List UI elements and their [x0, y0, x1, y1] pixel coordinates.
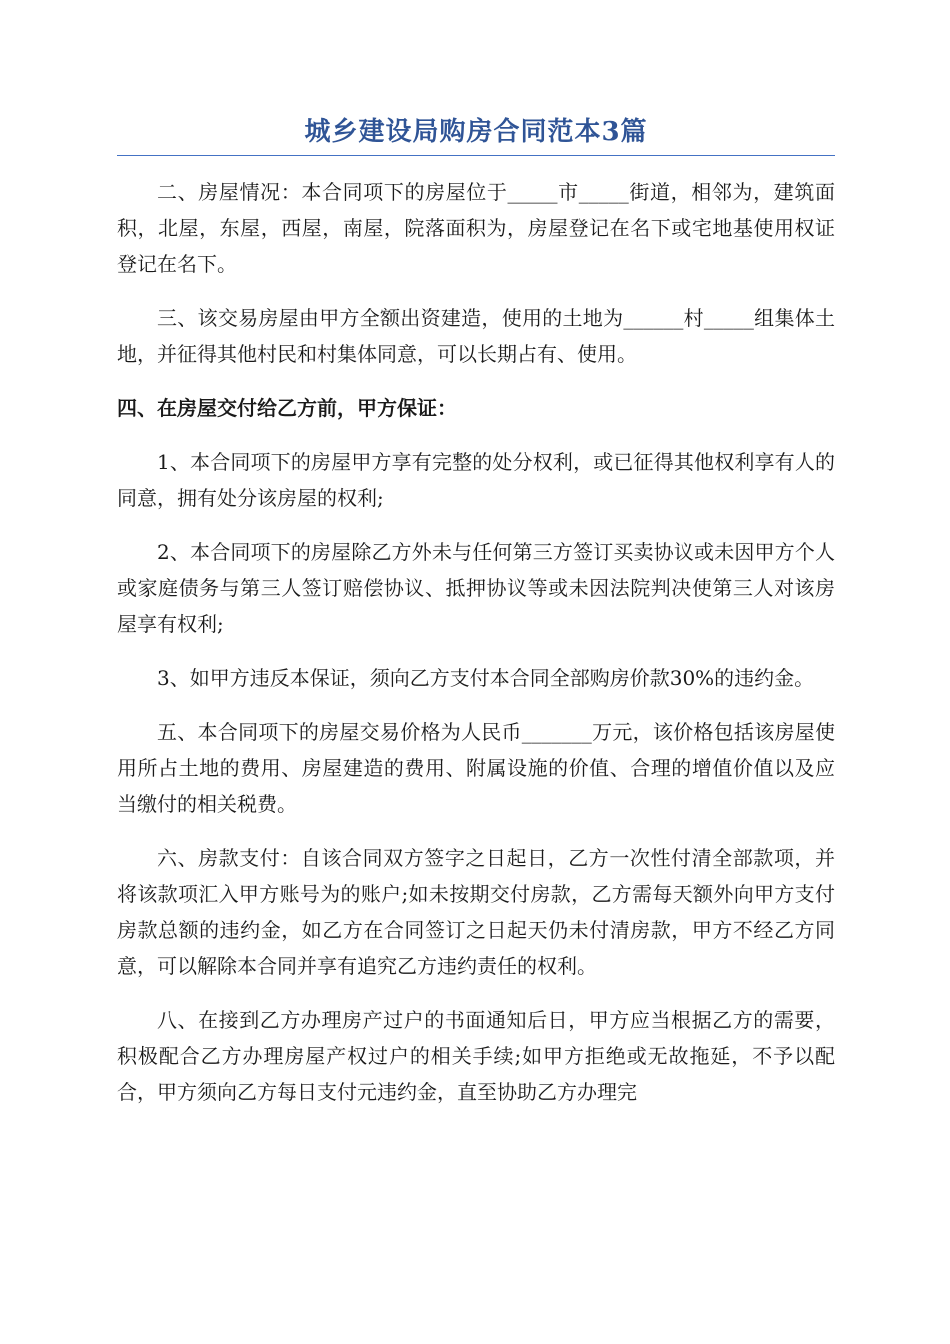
paragraph-price: 五、本合同项下的房屋交易价格为人民币_______万元，该价格包括该房屋使用所占土地的费用、房屋建造的费用、附属设施的价值、合理的增值价值以及应当缴付的相关税费。 — [117, 720, 835, 816]
page-title: 城乡建设局购房合同范本3篇 — [304, 117, 648, 147]
paragraph-payment: 六、房款支付：自该合同双方签字之日起日，乙方一次性付清全部款项，并将该款项汇入甲方账号为的账户;如未按期交付房款，乙方需每天额外向甲方支付房款总额的违约金，如乙方在合同签订之日起天仍未付清房款，甲方不经乙方同意，可以解除本合同并享有追究乙方违约责任的权利。 — [117, 846, 835, 978]
document-page — [117, 110, 835, 1128]
paragraph-guarantee-1: 1、本合同项下的房屋甲方享有完整的处分权利，或已征得其他权利享有人的同意，拥有处分该房屋的权利; — [117, 450, 835, 510]
paragraph-guarantee-2: 2、本合同项下的房屋除乙方外未与任何第三方签订买卖协议或未因甲方个人或家庭债务与第三人签订赔偿协议、抵押协议等或未因法院判决使第三人对该房屋享有权利; — [117, 540, 835, 636]
paragraph-guarantee-3: 3、如甲方违反本保证，须向乙方支付本合同全部购房价款30%的违约金。 — [157, 666, 815, 690]
paragraph-transfer: 八、在接到乙方办理房产过户的书面通知后日，甲方应当根据乙方的需要，积极配合乙方办理房屋产权过户的相关手续;如甲方拒绝或无故拖延，不予以配合，甲方须向乙方每日支付元违约金，直至协助乙方办理完 — [117, 1008, 835, 1104]
title-underline — [117, 155, 835, 156]
paragraph-land-use: 三、该交易房屋由甲方全额出资建造，使用的土地为______村_____组集体土地，并征得其他村民和村集体同意，可以长期占有、使用。 — [117, 306, 835, 366]
section-heading-guarantee: 四、在房屋交付给乙方前，甲方保证： — [117, 396, 457, 420]
paragraph-house-info: 二、房屋情况：本合同项下的房屋位于_____市_____街道，相邻为，建筑面积，北屋，东屋，西屋，南屋，院落面积为，房屋登记在名下或宅地基使用权证登记在名下。 — [117, 180, 835, 276]
